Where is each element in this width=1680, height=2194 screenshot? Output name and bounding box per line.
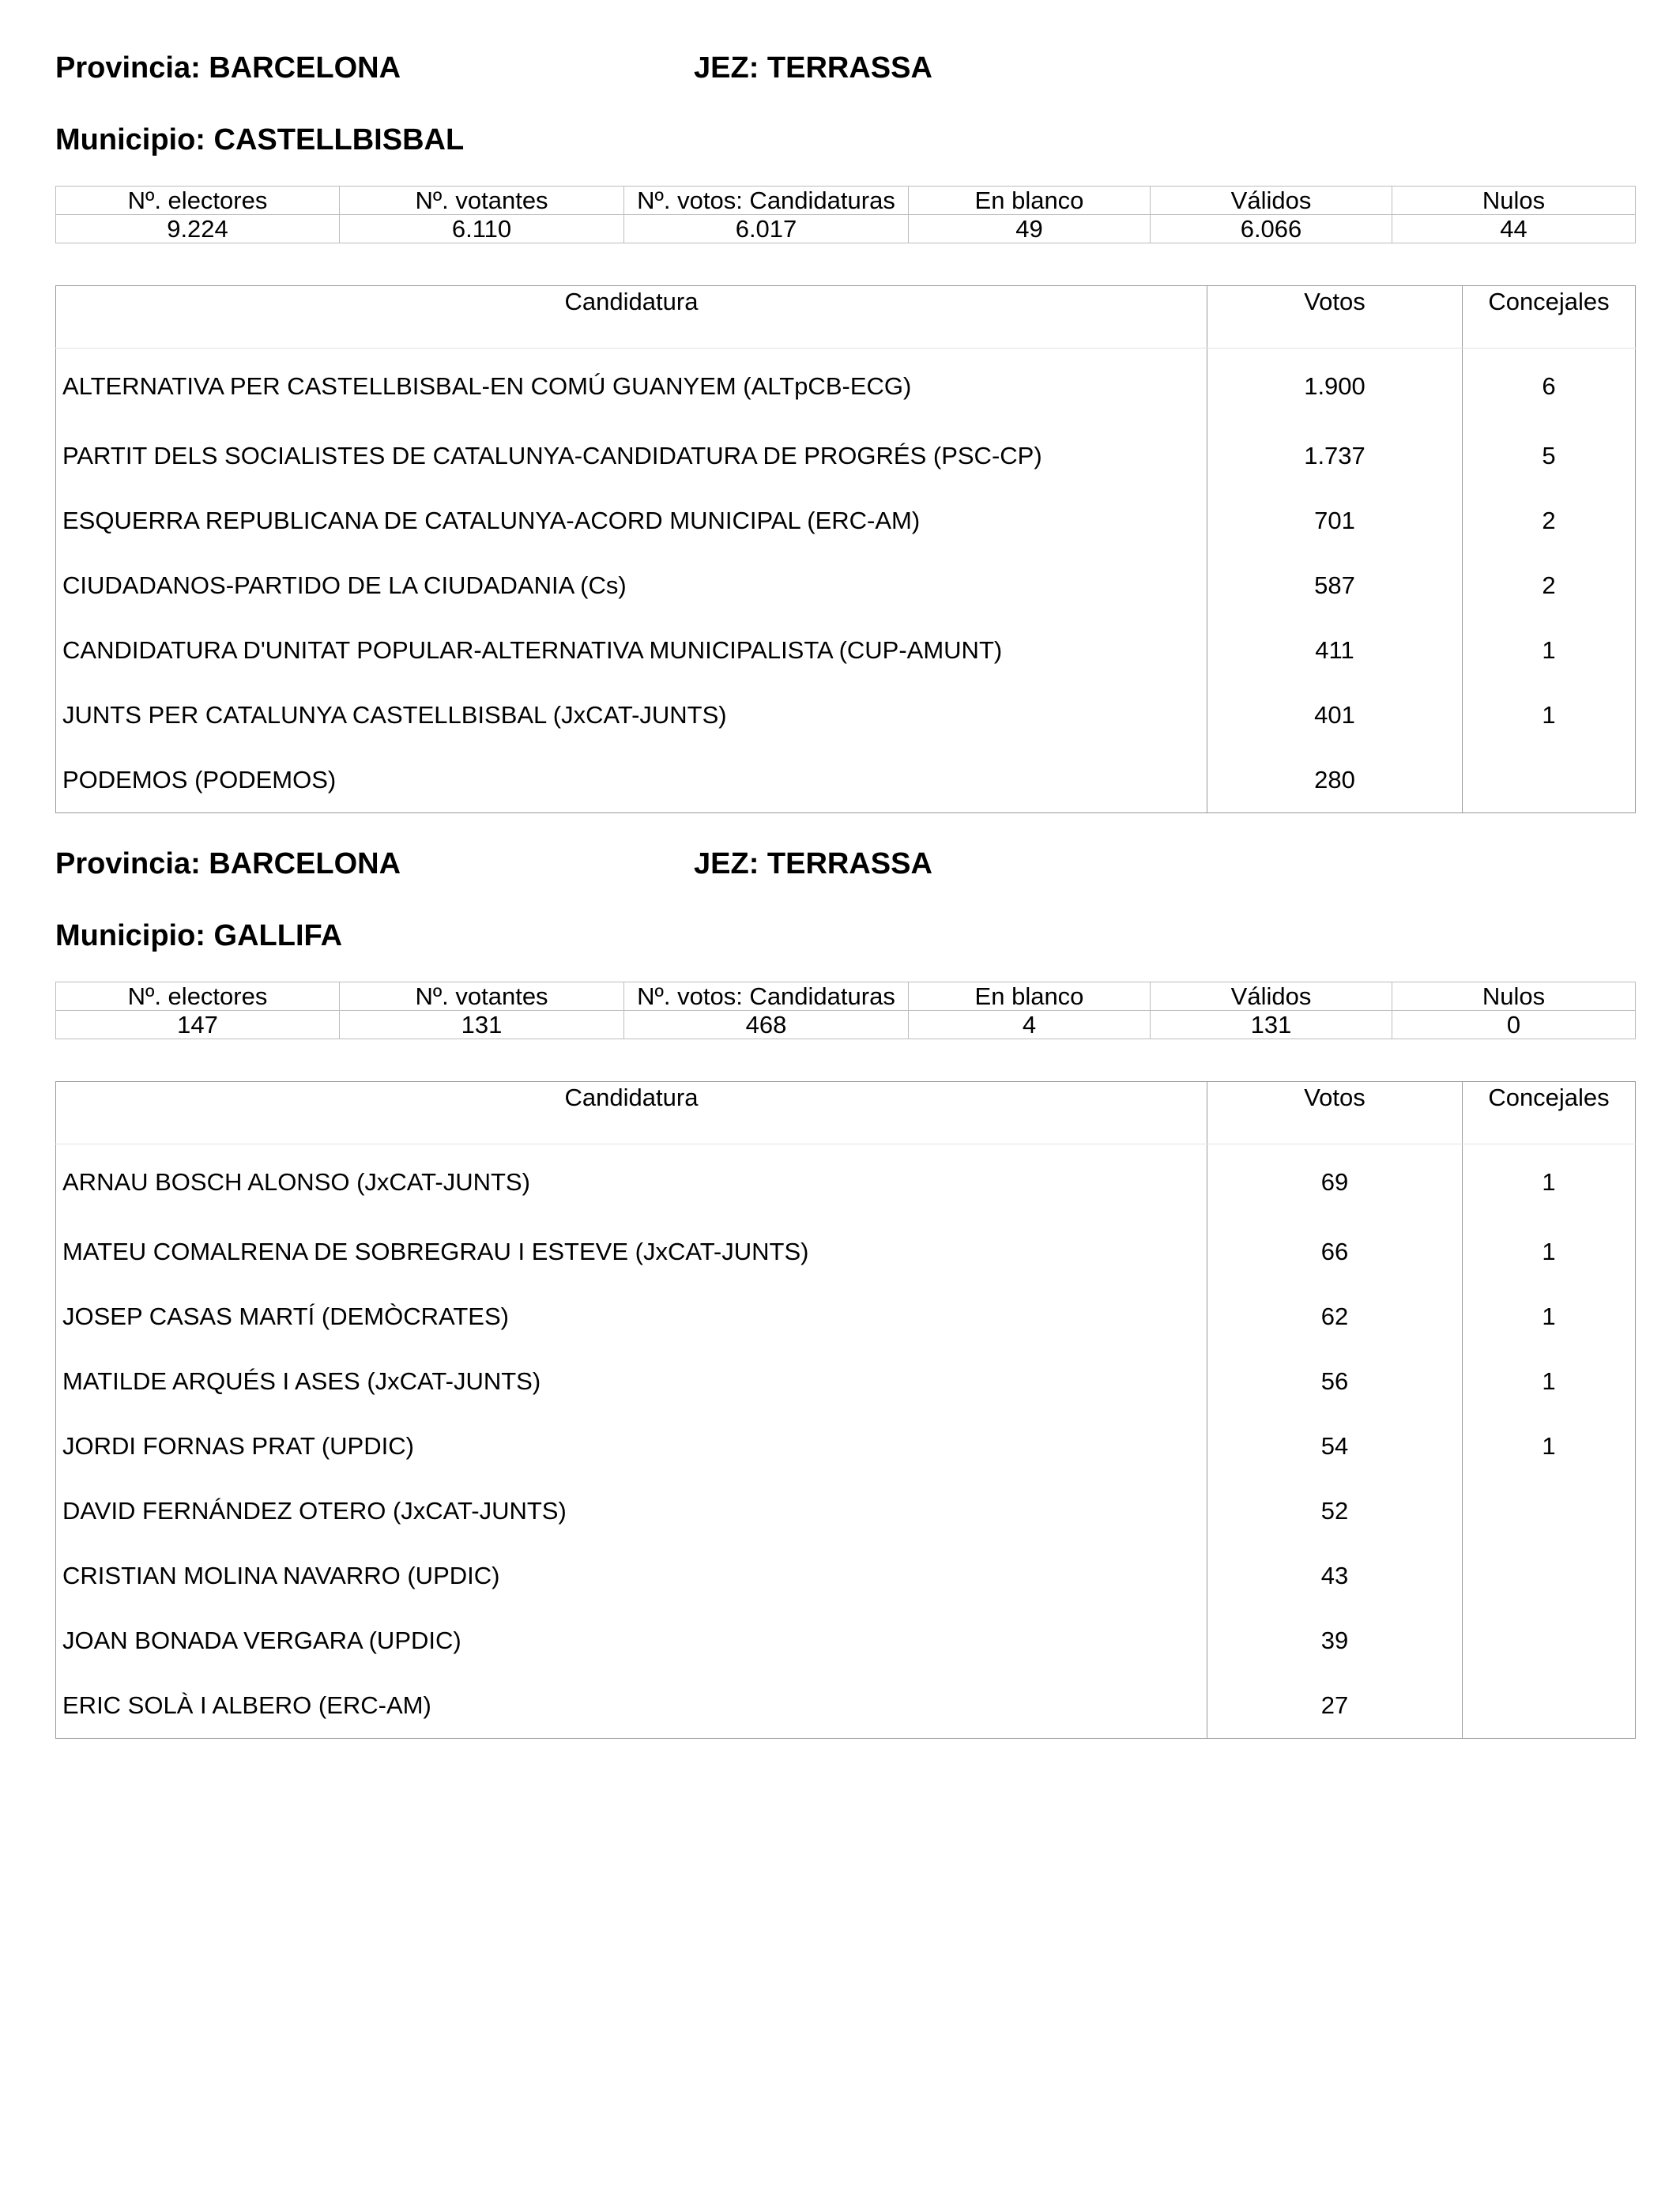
summary-value-electores: 9.224 [56, 215, 340, 243]
candidate-row [56, 1284, 1636, 1349]
summary-value-votos-candidaturas: 468 [624, 1011, 909, 1039]
candidate-name: PARTIT DELS SOCIALISTES DE CATALUNYA-CANDIDATURA DE PROGRÉS (PSC-CP) [56, 424, 1207, 488]
candidate-votes: 69 [1207, 1144, 1463, 1220]
candidate-votes: 43 [1207, 1544, 1463, 1608]
candidate-concejales: 1 [1542, 1302, 1556, 1330]
candidate-concejales: 1 [1542, 1238, 1556, 1265]
candidate-row [56, 1544, 1636, 1608]
candidate-row [56, 748, 1636, 813]
candidate-name: JUNTS PER CATALUNYA CASTELLBISBAL (JxCAT-JUNTS) [56, 683, 1207, 748]
candidate-row [56, 1608, 1636, 1673]
candidate-concejales: 2 [1542, 507, 1556, 534]
summary-header-validos: Válidos [1151, 982, 1392, 1011]
summary-value-nulos: 0 [1392, 1011, 1636, 1039]
candidate-row [56, 1220, 1636, 1284]
municipio-heading: Municipio: CASTELLBISBAL [55, 123, 465, 156]
candidate-concejales: 1 [1542, 1367, 1556, 1395]
candidate-concejales: 1 [1542, 636, 1556, 664]
summary-header-votantes: Nº. votantes [340, 982, 624, 1011]
candidate-name: CANDIDATURA D'UNITAT POPULAR-ALTERNATIVA MUNICIPALISTA (CUP-AMUNT) [56, 618, 1207, 683]
candidate-concejales: 2 [1542, 571, 1556, 599]
summary-header-en-blanco: En blanco [909, 982, 1151, 1011]
municipio-heading: Municipio: GALLIFA [55, 919, 343, 952]
summary-header-nulos: Nulos [1392, 982, 1636, 1011]
summary-value-nulos: 44 [1392, 215, 1636, 243]
candidate-row [56, 618, 1636, 683]
candidate-name: CIUDADANOS-PARTIDO DE LA CIUDADANIA (Cs) [56, 553, 1207, 618]
candidate-name: DAVID FERNÁNDEZ OTERO (JxCAT-JUNTS) [56, 1479, 1207, 1544]
candidate-row [56, 1349, 1636, 1414]
summary-header-nulos: Nulos [1392, 187, 1636, 215]
summary-values-row [56, 1011, 1636, 1039]
summary-value-votantes: 131 [340, 1011, 624, 1039]
summary-value-votantes: 6.110 [340, 215, 624, 243]
candidate-votes: 1.737 [1207, 424, 1463, 488]
summary-table [55, 982, 1636, 1039]
summary-header-electores: Nº. electores [56, 982, 340, 1011]
candidate-votes: 587 [1207, 553, 1463, 618]
summary-header-votos-candidaturas: Nº. votos: Candidaturas [624, 982, 909, 1011]
summary-value-validos: 131 [1151, 1011, 1392, 1039]
candidate-name: ESQUERRA REPUBLICANA DE CATALUNYA-ACORD MUNICIPAL (ERC-AM) [56, 488, 1207, 553]
candidate-votes: 27 [1207, 1673, 1463, 1739]
candidate-row [56, 1673, 1636, 1739]
summary-header-validos: Válidos [1151, 187, 1392, 215]
candidate-row [56, 1479, 1636, 1544]
candidate-votes: 56 [1207, 1349, 1463, 1414]
summary-value-en-blanco: 49 [909, 215, 1151, 243]
summary-values-row [56, 215, 1636, 243]
candidate-row [56, 1414, 1636, 1479]
candidate-name: ERIC SOLÀ I ALBERO (ERC-AM) [56, 1673, 1207, 1739]
candidates-table [55, 285, 1636, 813]
header-concejales: Concejales [1463, 286, 1636, 349]
summary-header-votos-candidaturas: Nº. votos: Candidaturas [624, 187, 909, 215]
candidate-concejales [1463, 1608, 1636, 1673]
summary-value-votos-candidaturas: 6.017 [624, 215, 909, 243]
candidate-concejales [1463, 1673, 1636, 1739]
candidate-votes: 52 [1207, 1479, 1463, 1544]
candidate-concejales: 6 [1542, 371, 1556, 400]
header-votos: Votos [1207, 286, 1463, 349]
candidate-name: JOSEP CASAS MARTÍ (DEMÒCRATES) [56, 1284, 1207, 1349]
summary-header-row [56, 982, 1636, 1011]
candidate-concejales: 1 [1542, 1167, 1556, 1196]
candidate-name: MATEU COMALRENA DE SOBREGRAU I ESTEVE (JxCAT-JUNTS) [56, 1220, 1207, 1284]
summary-header-row [56, 187, 1636, 215]
candidate-row [56, 424, 1636, 488]
jez-heading: JEZ: TERRASSA [694, 51, 932, 85]
summary-header-votantes: Nº. votantes [340, 187, 624, 215]
candidate-concejales: 1 [1542, 701, 1556, 729]
candidate-name: ALTERNATIVA PER CASTELLBISBAL-EN COMÚ GUANYEM (ALTpCB-ECG) [56, 349, 1207, 424]
candidate-name: JORDI FORNAS PRAT (UPDIC) [56, 1414, 1207, 1479]
header-candidatura: Candidatura [56, 286, 1207, 349]
candidate-votes: 401 [1207, 683, 1463, 748]
candidate-concejales: 5 [1542, 442, 1556, 469]
candidate-votes: 66 [1207, 1220, 1463, 1284]
candidates-header-row [56, 286, 1636, 349]
candidate-votes: 1.900 [1207, 349, 1463, 424]
summary-value-validos: 6.066 [1151, 215, 1392, 243]
candidate-concejales: 1 [1542, 1432, 1556, 1460]
candidate-row [56, 1144, 1636, 1220]
candidate-name: MATILDE ARQUÉS I ASES (JxCAT-JUNTS) [56, 1349, 1207, 1414]
candidate-votes: 280 [1207, 748, 1463, 813]
summary-header-electores: Nº. electores [56, 187, 340, 215]
candidate-name: PODEMOS (PODEMOS) [56, 748, 1207, 813]
provincia-heading: Provincia: BARCELONA [55, 847, 401, 880]
summary-value-en-blanco: 4 [909, 1011, 1151, 1039]
provincia-heading: Provincia: BARCELONA [55, 51, 401, 85]
candidate-name: CRISTIAN MOLINA NAVARRO (UPDIC) [56, 1544, 1207, 1608]
candidate-votes: 62 [1207, 1284, 1463, 1349]
summary-header-en-blanco: En blanco [909, 187, 1151, 215]
candidate-name: ARNAU BOSCH ALONSO (JxCAT-JUNTS) [56, 1144, 1207, 1220]
candidate-name: JOAN BONADA VERGARA (UPDIC) [56, 1608, 1207, 1673]
header-votos: Votos [1207, 1082, 1463, 1144]
candidates-header-row [56, 1082, 1636, 1144]
summary-table [55, 186, 1636, 243]
candidate-row [56, 349, 1636, 424]
header-candidatura: Candidatura [56, 1082, 1207, 1144]
candidate-row [56, 683, 1636, 748]
candidate-concejales [1463, 748, 1636, 813]
candidate-concejales [1463, 1544, 1636, 1608]
candidate-votes: 54 [1207, 1414, 1463, 1479]
candidate-row [56, 488, 1636, 553]
jez-heading: JEZ: TERRASSA [694, 847, 932, 880]
candidate-votes: 39 [1207, 1608, 1463, 1673]
summary-value-electores: 147 [56, 1011, 340, 1039]
candidate-votes: 701 [1207, 488, 1463, 553]
candidate-votes: 411 [1207, 618, 1463, 683]
candidates-table [55, 1081, 1636, 1739]
candidate-concejales [1463, 1479, 1636, 1544]
candidate-row [56, 553, 1636, 618]
header-concejales: Concejales [1463, 1082, 1636, 1144]
